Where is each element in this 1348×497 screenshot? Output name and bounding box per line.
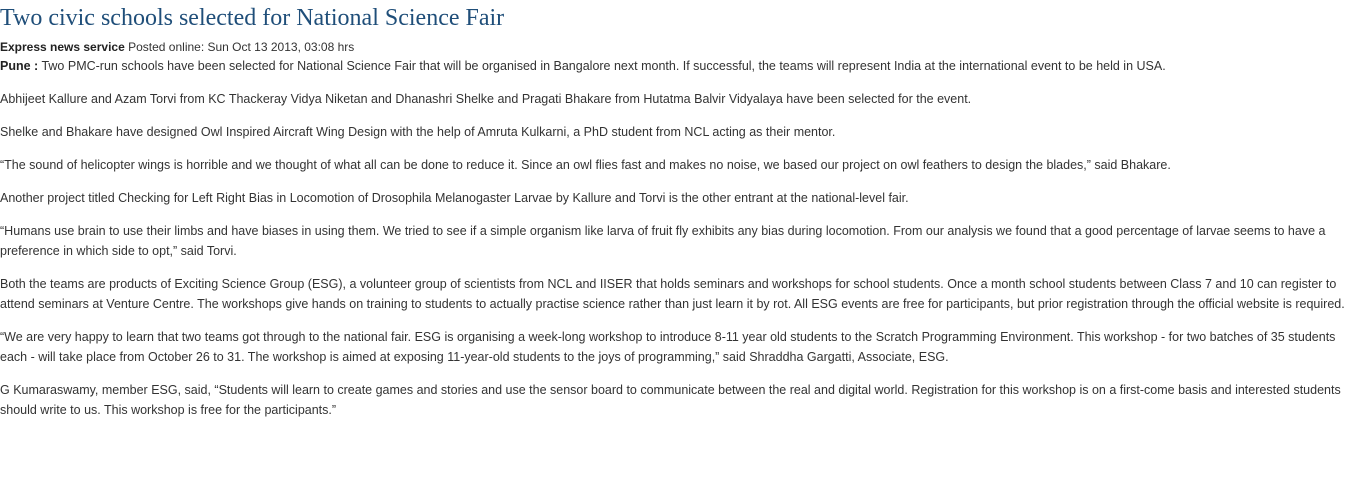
paragraph-5: “Humans use brain to use their limbs and have biases in using them. We tried to see if a simple organism like larva of fruit fly exhibits any bias during locomotion. From our analysis we found that a good percentage of larvae seems to have a preference in which side to opt,” said Torvi. (0, 224, 1326, 258)
byline (0, 39, 1348, 55)
lead-paragraph (0, 56, 1348, 76)
paragraph-1: Abhijeet Kallure and Azam Torvi from KC Thackeray Vidya Niketan and Dhanashri Shelke and Pragati Bhakare from Hutatma Balvir Vidyalaya have been selected for the event. (0, 92, 972, 106)
lead-text: Two PMC-run schools have been selected for National Science Fair that will be organised in Bangalore next month. If successful, the teams will represent India at the international event to be held in USA. (41, 59, 1166, 73)
article-headline: Two civic schools selected for National Science Fair (0, 5, 505, 31)
paragraph-4: Another project titled Checking for Left Right Bias in Locomotion of Drosophila Melanogaster Larvae by Kallure and Torvi is the other entrant at the national-level fair. (0, 191, 909, 205)
paragraph-7: “We are very happy to learn that two teams got through to the national fair. ESG is organising a week-long workshop to introduce 8-11 year old students to the Scratch Programming Environment. This workshop - for two batches of 35 students each - will take place from October 26 to 31. The workshop is aimed at exposing 11-year-old students to the joys of programming,” said Shraddha Gargatti, Associate, ESG. (0, 330, 1336, 364)
dateline: Pune : (0, 59, 39, 73)
paragraph-6: Both the teams are products of Exciting Science Group (ESG), a volunteer group of scientists from NCL and IISER that holds seminars and workshops for school students. Once a month school students between Class 7 and 10 can register to attend seminars at Venture Centre. The workshops give hands on training to students to actually practise science rather than just learn it by rot. All ESG events are free for participants, but prior registration through the official website is required. (0, 277, 1345, 311)
paragraph-8: G Kumaraswamy, member ESG, said, “Students will learn to create games and stories and use the sensor board to communicate between the real and digital world. Registration for this workshop is on a first-come basis and interested students should write to us. This workshop is free for the participants.” (0, 383, 1341, 417)
byline-posted: Posted online: Sun Oct 13 2013, 03:08 hrs (128, 40, 355, 54)
byline-source: Express news service (0, 40, 125, 54)
paragraph-3: “The sound of helicopter wings is horrible and we thought of what all can be done to reduce it. Since an owl flies fast and makes no noise, we based our project on owl feathers to design the blades,” said Bhakare. (0, 158, 1171, 172)
paragraph-2: Shelke and Bhakare have designed Owl Inspired Aircraft Wing Design with the help of Amruta Kulkarni, a PhD student from NCL acting as their mentor. (0, 125, 836, 139)
